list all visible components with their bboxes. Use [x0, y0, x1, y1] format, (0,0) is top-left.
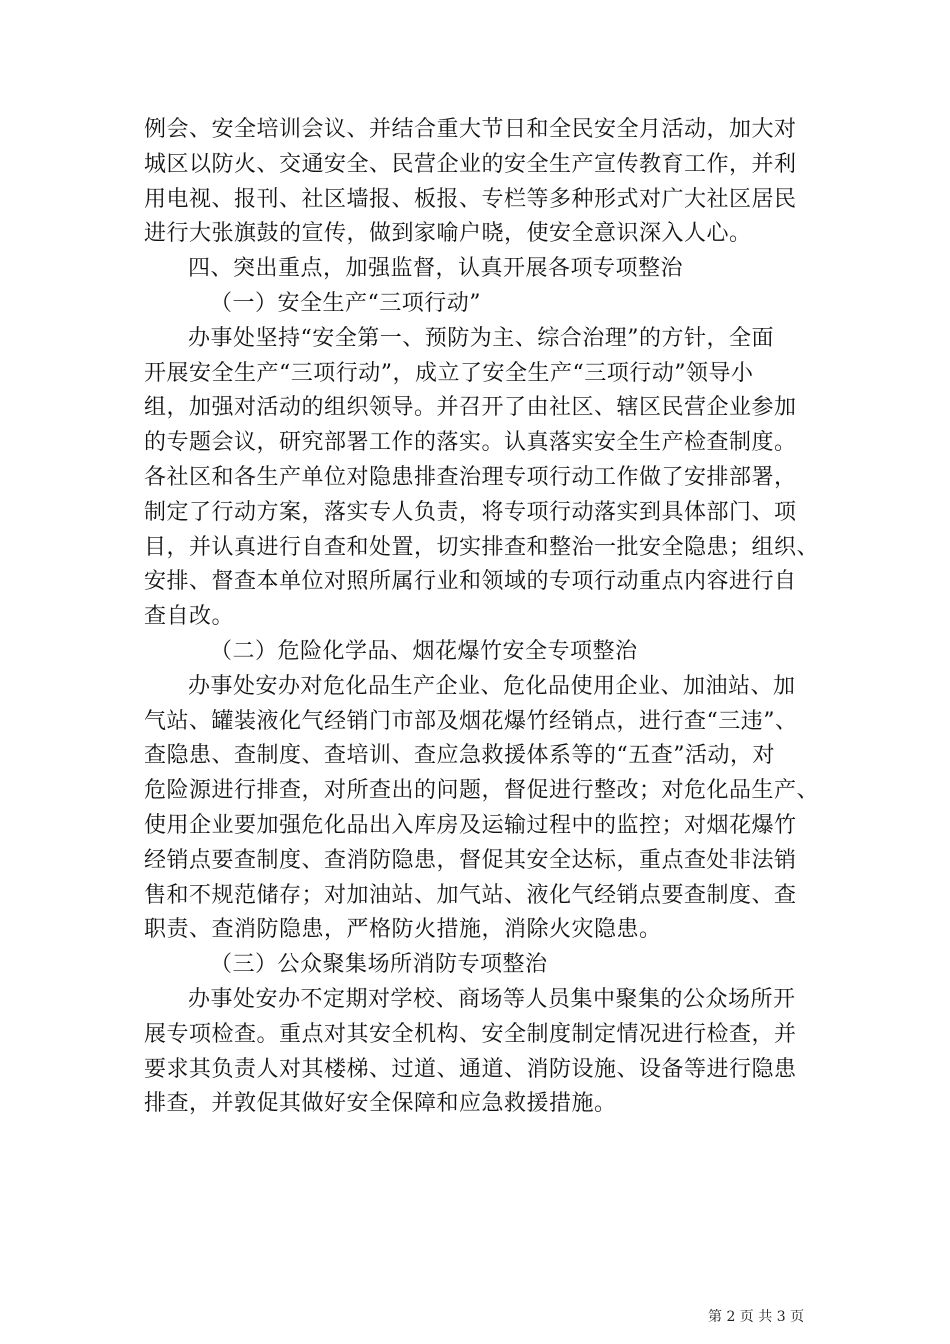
body-line: 目，并认真进行自查和处置，切实排查和整治一批安全隐患；组织、: [144, 534, 820, 560]
body-line: 办事处安办对危化品生产企业、危化品使用企业、加油站、加: [188, 673, 796, 699]
body-line: 办事处坚持“安全第一、预防为主、综合治理”的方针，全面: [188, 325, 774, 351]
body-line: 各社区和各生产单位对隐患排查治理专项行动工作做了安排部署，: [144, 464, 797, 490]
body-line: 例会、安全培训会议、并结合重大节日和全民安全月活动，加大对: [144, 117, 797, 142]
body-line: 城区以防火、交通安全、民营企业的安全生产宣传教育工作，并利: [144, 151, 797, 177]
body-line: 展专项检查。重点对其安全机构、安全制度制定情况进行检查，并: [144, 1021, 797, 1047]
body-line: 查自改。: [144, 604, 235, 630]
body-line: 气站、罐装液化气经销门市部及烟花爆竹经销点，进行查“三违”、: [144, 708, 798, 734]
body-line: 用电视、报刊、社区墙报、板报、专栏等多种形式对广大社区居民: [144, 186, 797, 212]
body-line: 职责、查消防隐患，严格防火措施，消除火灾隐患。: [144, 917, 662, 943]
section-heading: 四、突出重点，加强监督，认真开展各项专项整治: [188, 256, 684, 282]
body-line: 的专题会议，研究部署工作的落实。认真落实安全生产检查制度。: [144, 430, 797, 456]
page-number: 第 2 页 共 3 页: [708, 1309, 805, 1325]
body-line: 组，加强对活动的组织领导。并召开了由社区、辖区民营企业参加: [144, 395, 797, 421]
body-line: 查隐患、查制度、查培训、查应急救援体系等的“五查”活动，对: [144, 743, 775, 769]
document-body: [144, 113, 820, 1122]
body-line: 排查，并敦促其做好安全保障和应急救援措施。: [144, 1091, 617, 1117]
subsection-heading: （一）安全生产“三项行动”: [210, 290, 481, 316]
subsection-heading: （三）公众聚集场所消防专项整治: [210, 952, 548, 978]
subsection-heading: （二）危险化学品、烟花爆竹安全专项整治: [210, 638, 638, 664]
body-line: 使用企业要加强危化品出入库房及运输过程中的监控；对烟花爆竹: [144, 812, 797, 838]
body-line: 制定了行动方案，落实专人负责，将专项行动落实到具体部门、项: [144, 499, 797, 525]
body-line: 危险源进行排查，对所查出的问题，督促进行整改；对危化品生产、: [144, 778, 820, 804]
body-line: 进行大张旗鼓的宣传，做到家喻户晓，使安全意识深入人心。: [144, 221, 752, 247]
body-line: 要求其负责人对其楼梯、过道、通道、消防设施、设备等进行隐患: [144, 1056, 797, 1082]
body-line: 经销点要查制度、查消防隐患，督促其安全达标，重点查处非法销: [144, 847, 797, 873]
body-line: 办事处安办不定期对学校、商场等人员集中聚集的公众场所开: [188, 986, 796, 1012]
body-line: 安排、督查本单位对照所属行业和领域的专项行动重点内容进行自: [144, 569, 797, 595]
body-line: 开展安全生产“三项行动”，成立了安全生产“三项行动”领导小: [144, 360, 754, 386]
body-line: 售和不规范储存；对加油站、加气站、液化气经销点要查制度、查: [144, 882, 797, 908]
